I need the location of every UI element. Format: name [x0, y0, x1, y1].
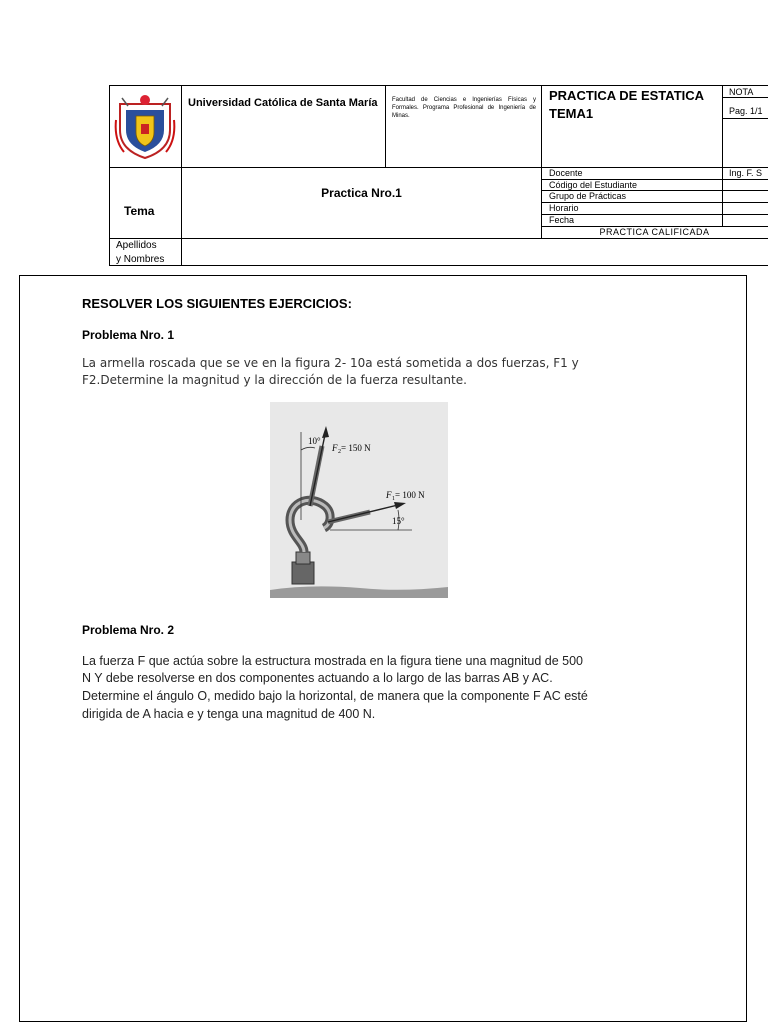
faculty-name: Facultad de Ciencias e Ingenierías Físicas y Formales. Programa Profesional de Ingeniería de Minas.	[392, 97, 536, 119]
exercises-heading: RESOLVER LOS SIGUIENTES EJERCICIOS:	[82, 296, 352, 311]
f2-subscript: 2	[338, 449, 341, 455]
f1-angle-label: 15°	[392, 516, 405, 526]
eyebolt-figure	[270, 402, 448, 598]
calificada-label: PRACTICA CALIFICADA	[599, 227, 710, 237]
university-name: Universidad Católica de Santa María	[188, 97, 378, 109]
docente-label: Docente	[549, 168, 583, 178]
f1-label: F	[386, 490, 392, 500]
codigo-label: Código del Estudiante	[549, 180, 638, 190]
grupo-label: Grupo de Prácticas	[549, 191, 627, 201]
nombres-label: y Nombres	[116, 254, 165, 265]
horario-label: Horario	[549, 203, 579, 213]
docente-value: Ing. F. S	[729, 168, 763, 178]
f2-label: F	[332, 443, 338, 453]
problem-2-title: Problema Nro. 2	[82, 623, 175, 637]
fecha-label: Fecha	[549, 215, 575, 225]
problem-2-line-2: N Y debe resolverse en dos componentes actuando a lo largo de las barras AB y AC.	[82, 671, 553, 685]
header-table	[0, 0, 768, 270]
eyebolt-diagram	[270, 402, 448, 598]
apellidos-label: Apellidos	[116, 240, 157, 251]
practice-number: Practica Nro.1	[321, 186, 402, 200]
practice-title: PRACTICA DE ESTATICA TEMA1	[549, 88, 704, 121]
page-label: Pag. 1/1	[729, 106, 763, 116]
nota-label: NOTA	[729, 87, 754, 97]
problem-2-line-3: Determine el ángulo O, medido bajo la horizontal, de manera que la componente F AC esté	[82, 689, 588, 703]
problem-1-title: Problema Nro. 1	[82, 328, 175, 342]
university-logo	[114, 90, 176, 160]
exercise-frame	[19, 275, 747, 1022]
f2-value: = 150 N	[341, 443, 371, 453]
tema-label: Tema	[124, 204, 155, 218]
f2-angle-label: 10°	[308, 436, 321, 446]
problem-1-line-2: F2.Determine la magnitud y la dirección de la fuerza resultante.	[82, 373, 467, 387]
problem-2-line-1: La fuerza F que actúa sobre la estructura mostrada en la figura tiene una magnitud de 500	[82, 654, 584, 668]
problem-1-line-1: La armella roscada que se ve en la figura 2- 10a está sometida a dos fuerzas, F1 y	[82, 356, 579, 370]
f1-subscript: 1	[392, 496, 395, 502]
problem-2-line-4: dirigida de A hacia e y tenga una magnitud de 400 N.	[82, 707, 376, 721]
f1-value: = 100 N	[395, 490, 425, 500]
